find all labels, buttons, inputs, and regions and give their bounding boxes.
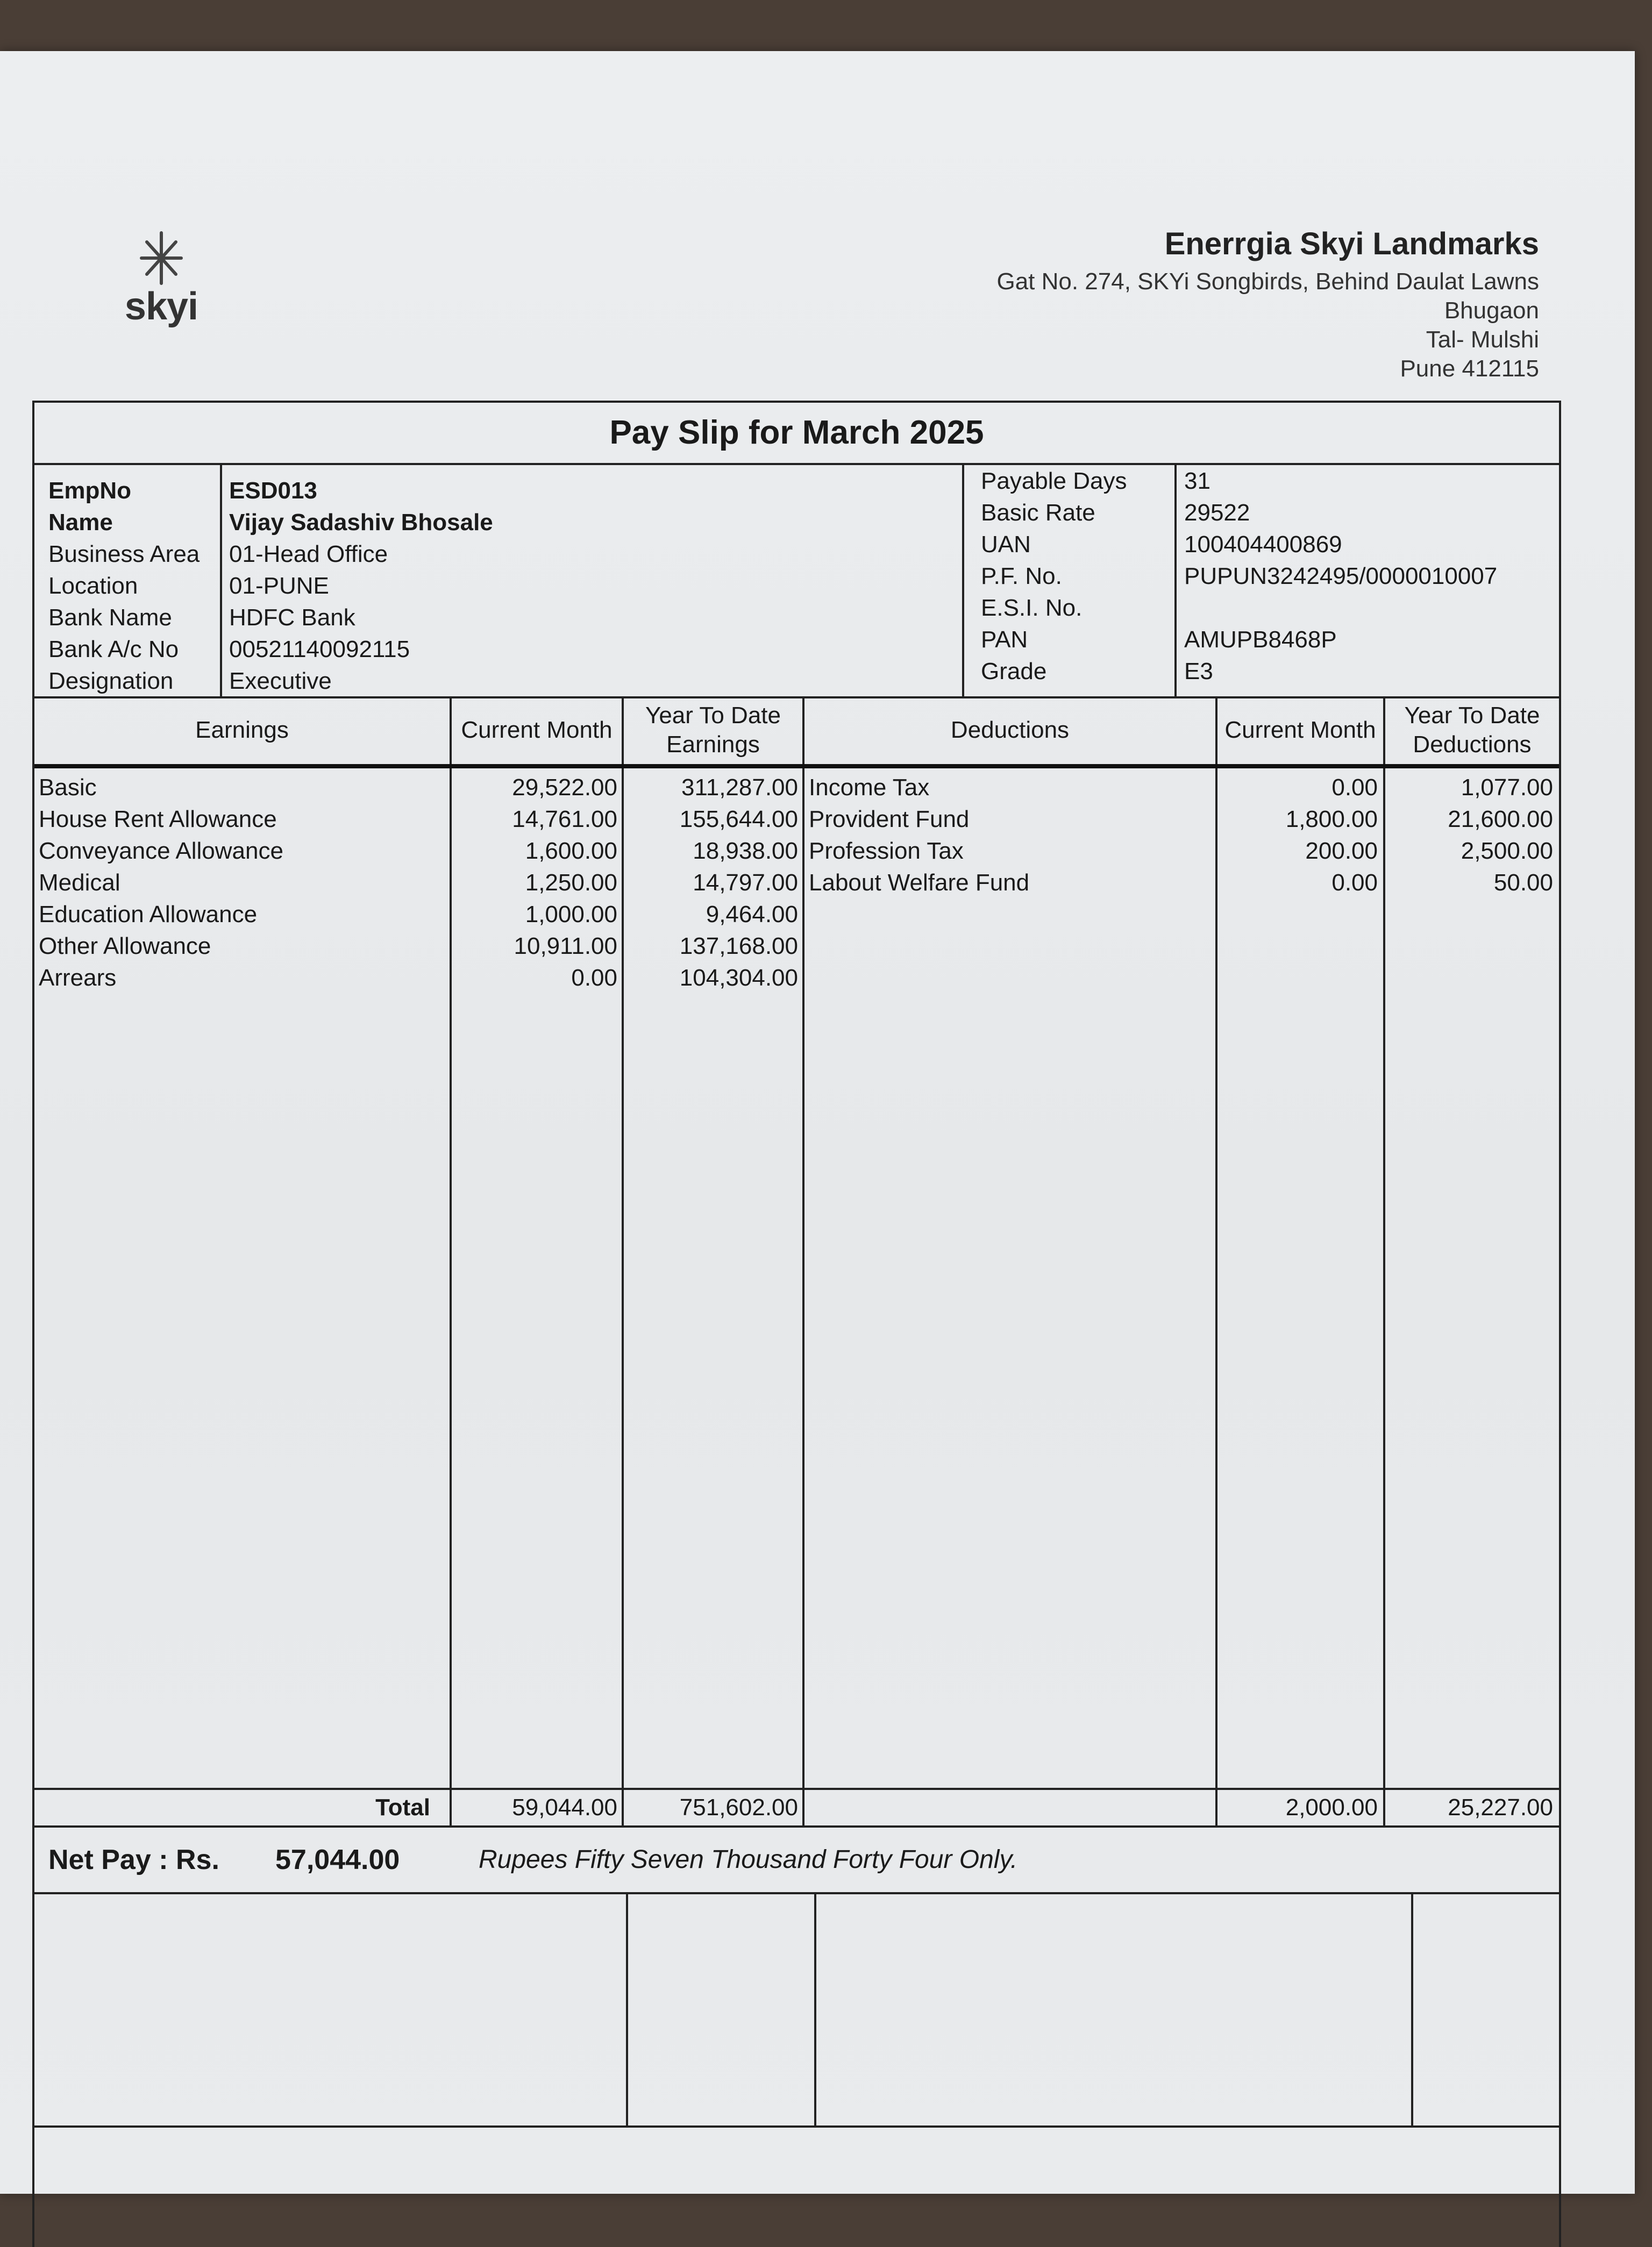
employee-labels-left: [48, 475, 200, 697]
header-ytd-earnings-line2: Earnings: [666, 731, 760, 758]
company-address-line: Tal- Mulshi: [1426, 326, 1539, 353]
earning-ytd: 14,797.00: [693, 869, 798, 896]
deduction-name: Profession Tax: [809, 838, 964, 864]
table-row: [34, 930, 1559, 962]
employee-labels-right: [981, 465, 1127, 687]
value-payable-days: 31: [1184, 468, 1210, 494]
total-ded-current: 2,000.00: [1285, 1794, 1378, 1821]
asterisk-logo-icon: [137, 229, 186, 288]
deduction-name: Income Tax: [809, 774, 930, 801]
total-ded-ytd: 25,227.00: [1448, 1794, 1553, 1821]
table-row: [34, 835, 1559, 867]
signature-section: [34, 1894, 1559, 2128]
label-bank-name: Bank Name: [48, 604, 172, 631]
earning-current: 1,250.00: [525, 869, 617, 896]
header-ytd-earnings: [624, 696, 802, 764]
value-bank-name: HDFC Bank: [229, 604, 355, 631]
table-row: [34, 772, 1559, 803]
employee-values-left: [229, 475, 493, 697]
net-pay-amount: 57,044.00: [275, 1844, 400, 1875]
deduction-ytd: 1,077.00: [1461, 774, 1553, 801]
deduction-ytd: 2,500.00: [1461, 838, 1553, 864]
label-empno: EmpNo: [48, 477, 131, 504]
deduction-current: 200.00: [1305, 838, 1378, 864]
employee-info: [34, 465, 1559, 698]
label-grade: Grade: [981, 658, 1047, 684]
deduction-current: 0.00: [1331, 869, 1378, 896]
label-designation: Designation: [48, 668, 174, 694]
earning-ytd: 137,168.00: [679, 933, 798, 959]
company-address-line: Pune 412115: [1400, 355, 1539, 382]
earning-name: Education Allowance: [39, 901, 258, 928]
company-logo: [124, 229, 199, 329]
value-uan: 100404400869: [1184, 531, 1342, 558]
value-pf-no: PUPUN3242495/0000010007: [1184, 563, 1498, 589]
deduction-current: 0.00: [1331, 774, 1378, 801]
earning-name: Other Allowance: [39, 933, 211, 959]
earning-current: 0.00: [571, 965, 617, 991]
table-row: [34, 962, 1559, 994]
label-payable-days: Payable Days: [981, 468, 1127, 494]
deduction-ytd: 50.00: [1493, 869, 1553, 896]
value-business-area: 01-Head Office: [229, 541, 388, 567]
earning-current: 10,911.00: [514, 933, 617, 959]
value-grade: E3: [1184, 658, 1213, 684]
label-uan: UAN: [981, 531, 1031, 558]
label-bank-account: Bank A/c No: [48, 636, 179, 662]
payslip-title: Pay Slip for March 2025: [34, 403, 1559, 465]
label-basic-rate: Basic Rate: [981, 500, 1095, 526]
earning-ytd: 104,304.00: [679, 965, 798, 991]
table-row: [34, 898, 1559, 930]
net-pay-label: Net Pay : Rs.: [48, 1844, 219, 1875]
earning-ytd: 155,644.00: [679, 806, 798, 832]
deduction-ytd: 21,600.00: [1448, 806, 1553, 832]
payslip-table: [32, 401, 1561, 2247]
header-ytd-deductions-line1: Year To Date: [1404, 702, 1540, 729]
header-ded-current-month: Current Month: [1224, 717, 1376, 743]
deduction-name: Provident Fund: [809, 806, 970, 832]
earning-name: Conveyance Allowance: [39, 838, 283, 864]
deduction-name: Labout Welfare Fund: [809, 869, 1030, 896]
earning-name: Medical: [39, 869, 120, 896]
value-designation: Executive: [229, 668, 332, 694]
employee-values-right: [1184, 465, 1497, 687]
earning-ytd: 311,287.00: [681, 774, 798, 801]
header-ytd-deductions-line2: Deductions: [1413, 731, 1532, 758]
payslip-paper: [0, 51, 1635, 2194]
header-earnings: Earnings: [195, 717, 289, 743]
label-esi-no: E.S.I. No.: [981, 595, 1083, 621]
value-esi-no: [1184, 592, 1497, 624]
net-pay-words: Rupees Fifty Seven Thousand Forty Four Only.: [479, 1845, 1018, 1874]
company-address-line: Gat No. 274, SKYi Songbirds, Behind Daulat Lawns: [996, 268, 1539, 295]
table-body: [34, 772, 1559, 994]
value-location: 01-PUNE: [229, 573, 329, 599]
earning-name: House Rent Allowance: [39, 806, 277, 832]
earning-name: Arrears: [39, 965, 117, 991]
deduction-current: 1,800.00: [1285, 806, 1378, 832]
table-row: [34, 803, 1559, 835]
earnings-deductions-table: [34, 696, 1559, 1825]
table-header: [34, 696, 1559, 768]
value-pan: AMUPB8468P: [1184, 626, 1337, 653]
label-name: Name: [48, 509, 113, 536]
net-pay-row: [34, 1828, 1559, 1894]
company-header: [996, 226, 1539, 383]
value-basic-rate: 29522: [1184, 500, 1250, 526]
header-ytd-deductions: [1385, 696, 1559, 764]
header-ytd-earnings-line1: Year To Date: [645, 702, 781, 729]
earning-current: 1,000.00: [525, 901, 617, 928]
total-label: Total: [375, 1794, 430, 1821]
label-pf-no: P.F. No.: [981, 563, 1062, 589]
earning-ytd: 9,464.00: [706, 901, 798, 928]
table-row: [34, 867, 1559, 898]
value-empno: ESD013: [229, 477, 317, 504]
company-address-line: Bhugaon: [1444, 297, 1539, 324]
header-deductions: Deductions: [950, 717, 1070, 743]
earning-current: 14,761.00: [512, 806, 617, 832]
total-earn-current: 59,044.00: [512, 1794, 617, 1821]
value-bank-account: 00521140092115: [229, 636, 410, 662]
earning-ytd: 18,938.00: [693, 838, 798, 864]
header-current-month: Current Month: [461, 717, 613, 743]
totals-row: [34, 1788, 1559, 1828]
label-pan: PAN: [981, 626, 1028, 653]
earning-current: 1,600.00: [525, 838, 617, 864]
company-name: Enerrgia Skyi Landmarks: [1164, 226, 1539, 261]
earning-current: 29,522.00: [512, 774, 617, 801]
earning-name: Basic: [39, 774, 97, 801]
total-earn-ytd: 751,602.00: [679, 1794, 798, 1821]
logo-text: skyi: [124, 285, 198, 328]
label-business-area: Business Area: [48, 541, 200, 567]
label-location: Location: [48, 573, 138, 599]
value-name: Vijay Sadashiv Bhosale: [229, 509, 493, 536]
